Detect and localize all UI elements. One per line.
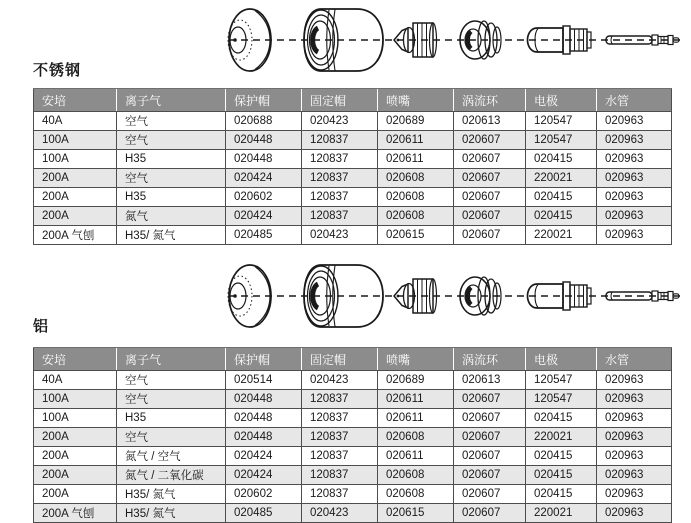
table-row bbox=[34, 112, 672, 131]
table-cell: 空气 bbox=[117, 428, 226, 447]
table-cell: 020608 bbox=[378, 466, 454, 485]
table-cell: H35/ 氮气 bbox=[117, 226, 226, 245]
table-cell: 220021 bbox=[526, 428, 597, 447]
table-cell: 020963 bbox=[597, 131, 672, 150]
table-cell: 020608 bbox=[378, 485, 454, 504]
table-cell: 120837 bbox=[302, 207, 378, 226]
table-row bbox=[34, 409, 672, 428]
table-cell: 120837 bbox=[302, 150, 378, 169]
table-cell: 020607 bbox=[454, 207, 526, 226]
table-cell: 120837 bbox=[302, 131, 378, 150]
table-cell: 020415 bbox=[526, 188, 597, 207]
table-cell: 020615 bbox=[378, 504, 454, 523]
column-header: 水管 bbox=[597, 348, 672, 371]
table-cell: 氮气 / 空气 bbox=[117, 447, 226, 466]
table-cell: 020963 bbox=[597, 371, 672, 390]
table-cell: 200A bbox=[34, 428, 117, 447]
table-cell: 120837 bbox=[302, 409, 378, 428]
table-cell: 020485 bbox=[226, 504, 302, 523]
table-cell: 020423 bbox=[302, 226, 378, 245]
table-cell: 020963 bbox=[597, 466, 672, 485]
table-row bbox=[34, 466, 672, 485]
table-cell: 120547 bbox=[526, 131, 597, 150]
table-cell: 020688 bbox=[226, 112, 302, 131]
table-cell: 020608 bbox=[378, 428, 454, 447]
table-cell: 020607 bbox=[454, 409, 526, 428]
table-cell: 220021 bbox=[526, 226, 597, 245]
table-cell: 020448 bbox=[226, 428, 302, 447]
table-row bbox=[34, 485, 672, 504]
column-header: 离子气 bbox=[117, 348, 226, 371]
table-cell: 020608 bbox=[378, 207, 454, 226]
table-row bbox=[34, 447, 672, 466]
table-cell: 020415 bbox=[526, 466, 597, 485]
table-cell: 020415 bbox=[526, 409, 597, 428]
column-header: 离子气 bbox=[117, 89, 226, 112]
table-cell: 020415 bbox=[526, 447, 597, 466]
section-title-aluminum: 铝 bbox=[33, 318, 50, 335]
table-cell: 020607 bbox=[454, 466, 526, 485]
table-row bbox=[34, 504, 672, 523]
table-cell: 100A bbox=[34, 150, 117, 169]
table-cell: 200A 气刨 bbox=[34, 504, 117, 523]
table-row bbox=[34, 131, 672, 150]
table-cell: 020611 bbox=[378, 131, 454, 150]
table-cell: 020448 bbox=[226, 150, 302, 169]
table-cell: 120837 bbox=[302, 447, 378, 466]
table-cell: 020611 bbox=[378, 409, 454, 428]
table-cell: 020448 bbox=[226, 131, 302, 150]
table-cell: 空气 bbox=[117, 390, 226, 409]
table-cell: 020607 bbox=[454, 226, 526, 245]
table-cell: 020607 bbox=[454, 131, 526, 150]
table-cell: 020963 bbox=[597, 169, 672, 188]
table-cell: 020423 bbox=[302, 112, 378, 131]
table-cell: 020607 bbox=[454, 150, 526, 169]
table-cell: 200A bbox=[34, 207, 117, 226]
table-cell: 020607 bbox=[454, 447, 526, 466]
table-cell: 020963 bbox=[597, 447, 672, 466]
column-header: 安培 bbox=[34, 89, 117, 112]
table-cell: 020448 bbox=[226, 409, 302, 428]
table-cell: 020963 bbox=[597, 390, 672, 409]
table-cell: H35 bbox=[117, 188, 226, 207]
table-cell: 氮气 bbox=[117, 207, 226, 226]
table-cell: 120837 bbox=[302, 169, 378, 188]
table-cell: 40A bbox=[34, 112, 117, 131]
table-cell: 020963 bbox=[597, 207, 672, 226]
table-cell: 020415 bbox=[526, 150, 597, 169]
column-header: 喷嘴 bbox=[378, 348, 454, 371]
table-cell: 020963 bbox=[597, 504, 672, 523]
table-cell: 020602 bbox=[226, 485, 302, 504]
section-title-stainless: 不锈钢 bbox=[33, 62, 82, 79]
table-cell: 020415 bbox=[526, 485, 597, 504]
table-cell: 020963 bbox=[597, 409, 672, 428]
table-cell: 020613 bbox=[454, 112, 526, 131]
header-row bbox=[34, 89, 672, 112]
table-cell: 020613 bbox=[454, 371, 526, 390]
table-cell: 020611 bbox=[378, 447, 454, 466]
table-cell: 020514 bbox=[226, 371, 302, 390]
table-cell: 200A bbox=[34, 447, 117, 466]
table-cell: 100A bbox=[34, 131, 117, 150]
exploded-parts-diagram-aluminum bbox=[221, 258, 687, 334]
column-header: 水管 bbox=[597, 89, 672, 112]
header-row bbox=[34, 348, 672, 371]
table-cell: 120547 bbox=[526, 371, 597, 390]
column-header: 保护帽 bbox=[226, 89, 302, 112]
table-cell: 020611 bbox=[378, 150, 454, 169]
table-cell: 空气 bbox=[117, 112, 226, 131]
column-header: 保护帽 bbox=[226, 348, 302, 371]
column-header: 固定帽 bbox=[302, 89, 378, 112]
table-cell: 120547 bbox=[526, 390, 597, 409]
table-cell: H35/ 氮气 bbox=[117, 504, 226, 523]
table-row bbox=[34, 150, 672, 169]
table-cell: 120837 bbox=[302, 466, 378, 485]
table-cell: 200A bbox=[34, 169, 117, 188]
table-cell: 020424 bbox=[226, 466, 302, 485]
table-cell: 020608 bbox=[378, 188, 454, 207]
table-cell: 020963 bbox=[597, 150, 672, 169]
table-cell: 020963 bbox=[597, 188, 672, 207]
table-cell: 020963 bbox=[597, 112, 672, 131]
table-cell: 020607 bbox=[454, 169, 526, 188]
table-cell: 020424 bbox=[226, 207, 302, 226]
column-header: 固定帽 bbox=[302, 348, 378, 371]
table-row bbox=[34, 226, 672, 245]
column-header: 涡流环 bbox=[454, 89, 526, 112]
table-cell: 120837 bbox=[302, 485, 378, 504]
table-cell: 020423 bbox=[302, 371, 378, 390]
table-cell: 020963 bbox=[597, 428, 672, 447]
table-cell: 020607 bbox=[454, 188, 526, 207]
table-cell: 200A bbox=[34, 188, 117, 207]
table-cell: H35/ 氮气 bbox=[117, 485, 226, 504]
table-cell: 020424 bbox=[226, 447, 302, 466]
table-row bbox=[34, 188, 672, 207]
table-cell: 020963 bbox=[597, 485, 672, 504]
table-cell: 220021 bbox=[526, 169, 597, 188]
table-cell: 020963 bbox=[597, 226, 672, 245]
column-header: 电极 bbox=[526, 348, 597, 371]
table-cell: 100A bbox=[34, 390, 117, 409]
table-row bbox=[34, 371, 672, 390]
table-cell: 120837 bbox=[302, 390, 378, 409]
table-cell: 020423 bbox=[302, 504, 378, 523]
table-cell: 空气 bbox=[117, 371, 226, 390]
table-row bbox=[34, 169, 672, 188]
table-cell: 020448 bbox=[226, 390, 302, 409]
table-cell: 020424 bbox=[226, 169, 302, 188]
table-cell: 020607 bbox=[454, 390, 526, 409]
table-cell: 120837 bbox=[302, 428, 378, 447]
table-cell: 020607 bbox=[454, 485, 526, 504]
table-cell: 020485 bbox=[226, 226, 302, 245]
table-cell: 020602 bbox=[226, 188, 302, 207]
table-cell: 40A bbox=[34, 371, 117, 390]
table-cell: 120547 bbox=[526, 112, 597, 131]
table-cell: 020611 bbox=[378, 390, 454, 409]
table-cell: 氮气 / 二氧化碳 bbox=[117, 466, 226, 485]
table-cell: 200A bbox=[34, 485, 117, 504]
exploded-parts-diagram-stainless bbox=[221, 2, 687, 78]
parts-table-aluminum bbox=[33, 347, 672, 523]
table-cell: 200A 气刨 bbox=[34, 226, 117, 245]
column-header: 喷嘴 bbox=[378, 89, 454, 112]
table-cell: 100A bbox=[34, 409, 117, 428]
table-cell: 020689 bbox=[378, 112, 454, 131]
table-cell: 020608 bbox=[378, 169, 454, 188]
table-row bbox=[34, 390, 672, 409]
table-cell: 020607 bbox=[454, 504, 526, 523]
table-cell: H35 bbox=[117, 150, 226, 169]
table-cell: H35 bbox=[117, 409, 226, 428]
table-cell: 220021 bbox=[526, 504, 597, 523]
table-row bbox=[34, 428, 672, 447]
table-cell: 020615 bbox=[378, 226, 454, 245]
column-header: 安培 bbox=[34, 348, 117, 371]
table-cell: 020415 bbox=[526, 207, 597, 226]
table-cell: 空气 bbox=[117, 131, 226, 150]
table-cell: 020689 bbox=[378, 371, 454, 390]
table-cell: 120837 bbox=[302, 188, 378, 207]
table-cell: 空气 bbox=[117, 169, 226, 188]
table-cell: 020607 bbox=[454, 428, 526, 447]
column-header: 电极 bbox=[526, 89, 597, 112]
parts-table-stainless bbox=[33, 88, 672, 245]
table-cell: 200A bbox=[34, 466, 117, 485]
column-header: 涡流环 bbox=[454, 348, 526, 371]
table-row bbox=[34, 207, 672, 226]
